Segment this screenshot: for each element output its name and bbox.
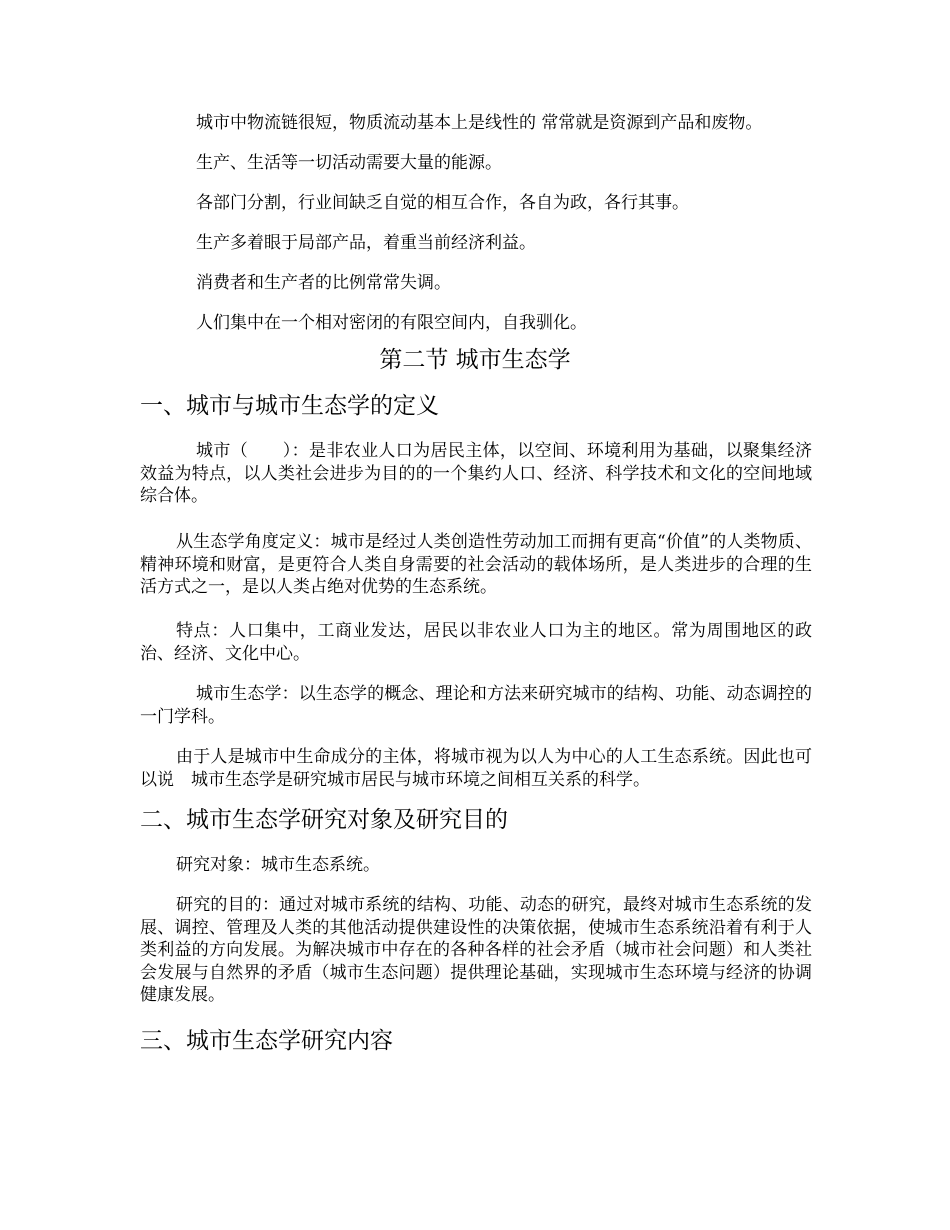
list-item: 消费者和生产者的比例常常失调。: [196, 273, 451, 293]
heading-objectives: 二、城市生态学研究对象及研究目的: [140, 807, 508, 833]
list-item: 生产多着眼于局部产品，着重当前经济利益。: [196, 233, 536, 253]
heading-definition: 一、城市与城市生态学的定义: [140, 393, 439, 419]
list-item: 城市中物流链很短，物质流动基本上是线性的 常常就是资源到产品和废物。: [196, 113, 763, 133]
paragraph: 研究对象：城市生态系统。: [176, 855, 380, 875]
heading-content: 三、城市生态学研究内容: [140, 1028, 393, 1054]
paragraph: 城市（ ）：是非农业人口为居民主体，以空间、环境利用为基础，以聚集经济效益为特点，以人类社会进步为目的的一个集约人口、经济、科学技术和文化的空间地域综合体。: [140, 441, 812, 506]
paragraph: 特点：人口集中，工商业发达，居民以非农业人口为主的地区。常为周围地区的政治、经济、文化中心。: [140, 621, 812, 664]
list-item: 人们集中在一个相对密闭的有限空间内，自我驯化。: [196, 313, 587, 333]
paragraph: 城市生态学：以生态学的概念、理论和方法来研究城市的结构、功能、动态调控的一门学科。: [140, 684, 812, 727]
section-title: 第二节 城市生态学: [379, 347, 571, 373]
paragraph: 研究的目的：通过对城市系统的结构、功能、动态的研究，最终对城市生态系统的发展、调控、管理及人类的其他活动提供建设性的决策依据，使城市生态系统沿着有利于人类利益的方向发展。为解决城市中存在的各种各样的社会矛盾（城市社会问题）和人类社会发展与自然界的矛盾（城市生态问题）提供理论基础，实现城市生态环境与经济的协调健康发展。: [140, 895, 812, 1005]
paragraph: 由于人是城市中生命成分的主体，将城市视为以人为中心的人工生态系统。因此也可以说 城市生态学是研究城市居民与城市环境之间相互关系的科学。: [140, 747, 812, 790]
list-item: 各部门分割，行业间缺乏自觉的相互合作，各自为政，各行其事。: [196, 193, 689, 213]
paragraph: 从生态学角度定义：城市是经过人类创造性劳动加工而拥有更高“价值”的人类物质、精神环境和财富，是更符合人类自身需要的社会活动的载体场所，是人类进步的合理的生活方式之一，是以人类占绝对优势的生态系统。: [140, 532, 812, 597]
list-item: 生产、生活等一切活动需要大量的能源。: [196, 153, 502, 173]
